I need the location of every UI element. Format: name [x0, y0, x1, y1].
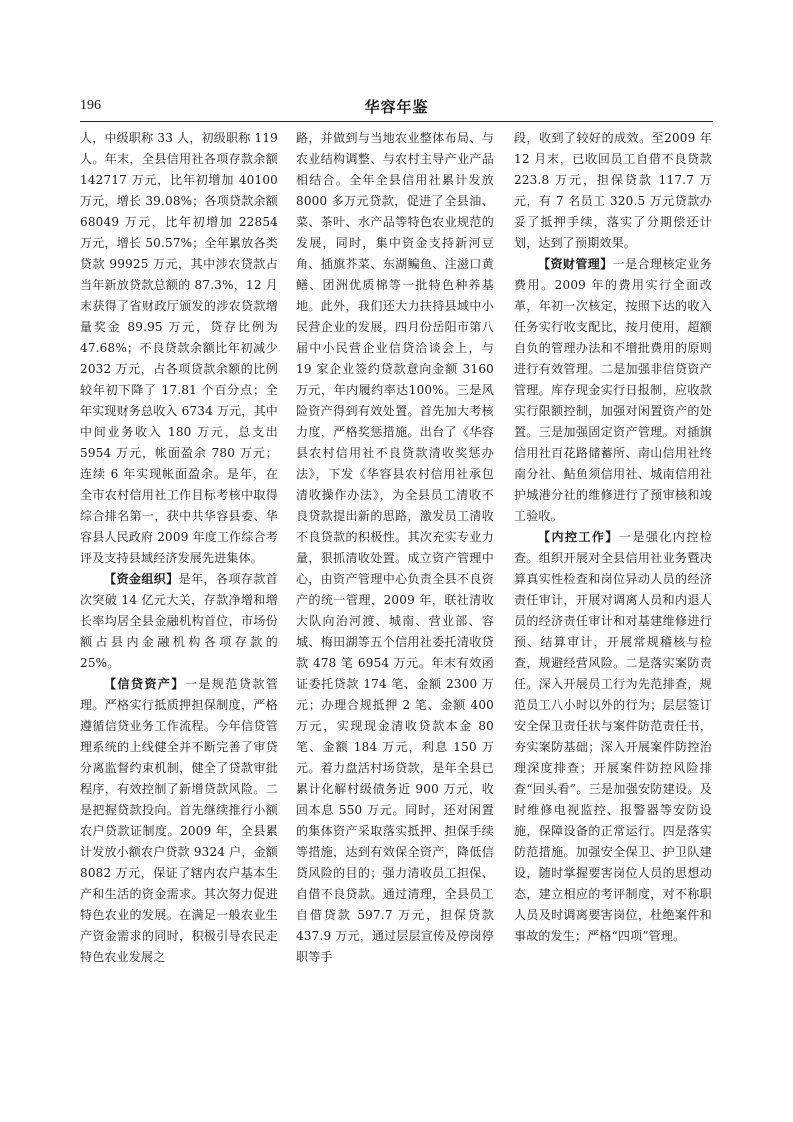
paragraph: 段，收到了较好的成效。至2009 年 12 月末，已收回员工自借不良贷款 223.8 万元，担保贷款 117.7 万元，有 7 名员工 320.5 万元贷款办妥了抵押手续，落实了分期偿还计划，达到了预期效果。	[514, 131, 712, 250]
header-rule	[80, 121, 713, 122]
text-column-1	[80, 128, 291, 1108]
section-heading: 【信贷资产】	[104, 677, 185, 691]
page-number: 196	[80, 98, 101, 113]
paragraph: 人，中级职称 33 人，初级职称 119 人。年末，全县信用社各项存款余额 142717 万元，比年初增加 40100 万元，增长 39.08%；各项贷款余额 68049 万元，比年初增加 22854 万元，增长 50.57%；全年累放各类贷款 99925 万元，其中涉农贷款占当年新放贷款总额的 87.3%，12 月末获得了省财政厅颁发的涉农贷款增量奖金 89.95 万元，贷存比例为 47.68%；不良贷款余额比年初减少 2032 万元，占各项贷款余额的比例 较年初下降了 17.81 个百分点；全年实现财务总收入 6734 万元，其中中间业务收入 180 万元，总支出 5954 万元，帐面盈余 780 万元；连续 6 年实现帐面盈余。是年，在全市农村信用社工作目标考核中取得综合排名第一，获中共华容县委、华容县人民政府 2009 年度工作综合考评及支持县域经济发展先进集体。	[80, 131, 291, 565]
section-internal-control	[514, 527, 712, 947]
section-asset-management	[514, 254, 712, 527]
text-column-3	[514, 128, 712, 1108]
section-heading: 【资金组织】	[104, 572, 179, 586]
section-funds-organization	[80, 569, 278, 674]
page-header	[80, 96, 713, 120]
paragraph: 路，并做到与当地农业整体布局、与农业结构调整、与农村主导产业产品相结合。全年全县信用社累计发放 8000 多万元贷款，促进了全县油、菜、茶叶、水产品等特色农业规范的发展，同时，集中资金支持新河豆角、插旗芥菜、东湖鳊鱼、注滋口黄鳝、团洲优质棉等一批特色种养基地。此外，我们还大力扶持县域中小民营企业的发展，四月份岳阳市第八届中小民营企业信贷洽谈会上，与 19 家企业签约贷款意向金额 3160 万元，年内履约率达100%。三是风险资产得到有效处置。首先加大考核力度，严格奖惩措施。出台了《华容县农村信用社不良贷款清收奖惩办法》，下发《华容县农村信用社承包清收操作办法》，为全县员工清收不良贷款提出新的思路，激发员工清收不良贷款的积极性。其次充实专业力量，狠抓清收处置。成立资产管理中心，由资产管理中心负责全县不良资产的统一管理，2009 年，联社清收大队向治河渡、城南、营业部、容城、梅田湖等五个信用社委托清收贷款 478 笔 6954 万元。年末有效函证委托贷款 174 笔、金额 2300 万元；办理合规抵押 2 笔、金额 400 万元，实现现金清收贷款本金 80 笔、金额 184 万元，利息 150 万元。着力盘活村场贷款，是年全县已累计化解村级债务近 900 万元，收回本息 550 万元。同时，还对闲置的集体资产采取落实抵押、担保手续等措施，达到有效保全资产，降低信贷风险的目的；强力清收员工担保、自借不良贷款。通过清理，全县员工自借贷款 597.7 万元，担保贷款 437.9 万元，通过层层宣传及停岗停职等手	[296, 131, 494, 964]
text-column-2	[296, 128, 494, 1108]
section-body: 一是强化内控检查。组织开展对全县信用社业务暨决算真实性检查和岗位异动人员的经济责任审计，开展对调离人员和内退人员的经济责任审计和对基建维修进行预、结算审计，开展常规稽核与检查，规避经营风险。二是落实案防责任。深入开展员工行为先范排查，规范员工八小时以外的行为；层层签订安全保卫责任状与案件防范责任书，夯实案防基础；深入开展案件防控治理深度排查；开展案件防控风险排查“回头看”。三是加强安防建设。及时维修电视监控、报警器等安防设施，保障设备的正常运行。四是落实防范措施。加强安全保卫、护卫队建设，随时掌握要害岗位人员的思想动态，建立相应的考评制度，对不称职人员及时调离要害岗位，杜绝案件和事故的发生；严格“四项”管理。	[514, 530, 713, 943]
running-title: 华容年鉴	[364, 98, 429, 116]
section-heading: 【内控工作】	[538, 530, 619, 544]
section-heading: 【资财管理】	[538, 257, 613, 271]
section-credit-assets	[80, 674, 278, 968]
section-body: 一是规范贷款管理。严格实行抵质押担保制度，严格遵循信贷业务工作流程。今年信贷管理系统的上线健全并不断完善了审贷分离监督约束机制，健全了贷款审批程序，有效控制了新增贷款风险。二是把握贷款投向。首先继续推行小额农户贷款证制度。2009 年，全县累计发放小额农户贷款 9324 户，金额 8082 万元，保证了辖内农户基本生产和生活的资金需求。其次努力促进特色农业的发展。在满足一般农业生产资金需求的同时，积极引导农民走特色农业发展之	[80, 677, 279, 964]
section-body: 是年，各项存款首次突破 14 亿元大关，存款净增和增长率均居全县金融机构首位，市场份额占县内金融机构各项存款的 25%。	[80, 572, 278, 670]
section-body: 一是合理核定业务费用。2009 年的费用实行全面改革，年初一次核定，按照下达的收入任务实行收支配比，按月使用，超额自负的管理办法和不增批费用的原则进行有效管理。二是加强非信贷资产管理。库存现金实行日报制，应收款实行限额控制，加强对闲置资产的处置。三是加强固定资产管理。对插旗信用社百花路储蓄所、南山信用社终南分社、鲇鱼须信用社、城南信用社护城港分社的维修进行了预审核和竣工验收。	[514, 257, 712, 523]
